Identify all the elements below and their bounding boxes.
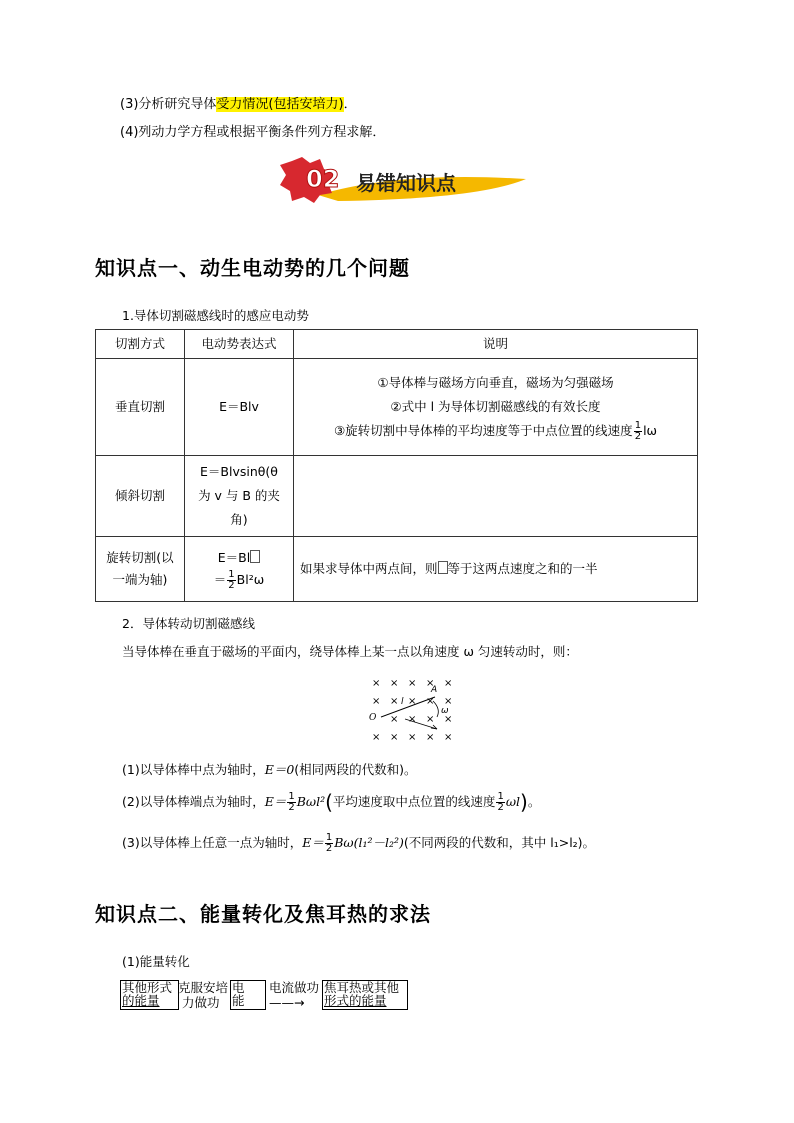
- note-tail: lω: [643, 423, 658, 438]
- denominator: 2: [288, 802, 295, 813]
- field-cross: ×: [426, 714, 435, 725]
- table-header-cell: 切割方式: [96, 330, 185, 359]
- note-line: ①导体棒与磁场方向垂直，磁场为匀强磁场: [377, 375, 614, 390]
- expr-text: Bl²ω: [236, 572, 265, 587]
- fraction: [227, 570, 235, 591]
- note-cell: [294, 456, 698, 537]
- flow-arrow-current: [269, 980, 319, 1010]
- field-cross: ×: [444, 732, 453, 743]
- method-line: 一端为轴): [112, 572, 168, 587]
- period: ．: [343, 97, 357, 112]
- fraction: [325, 833, 333, 854]
- field-cross: ×: [390, 732, 399, 743]
- item-text: (相同两段的代数和)。: [294, 762, 417, 777]
- item-text: (3)以导体棒上任意一点为轴时，: [122, 835, 303, 850]
- item-text: (2)以导体棒端点为轴时，: [122, 794, 265, 809]
- label-a: A: [431, 685, 438, 695]
- banner-title: 易错知识点: [356, 171, 456, 195]
- table-row: [96, 359, 698, 456]
- emf-table: [95, 329, 698, 602]
- note-line: [298, 419, 693, 443]
- section-2-title: 知识点二、能量转化及焦耳热的求法: [95, 902, 431, 926]
- item-text: 平均速度取中点位置的线速度: [332, 794, 496, 809]
- table-header-cell: 说明: [294, 330, 698, 359]
- numerator: 1: [288, 791, 295, 802]
- flow-text: 的能量: [122, 993, 160, 1008]
- label-o: O: [369, 713, 377, 723]
- equation: Bωl²: [296, 794, 326, 809]
- section-1-sub2: 2．导体转动切割磁感线: [122, 616, 255, 631]
- note-line: ②式中 l 为导体切割磁感线的有效长度: [390, 399, 601, 414]
- table-row: [96, 537, 698, 602]
- item-1: [122, 760, 417, 778]
- field-cross: ×: [390, 696, 399, 707]
- expr-text: ＝: [213, 572, 227, 587]
- field-cross: ×: [426, 696, 435, 707]
- flow-box-other-energy: [120, 980, 179, 1010]
- step-3-line: [120, 93, 357, 112]
- equation: E＝0: [264, 762, 295, 777]
- label-l: l: [401, 697, 404, 707]
- flow-text: 克服安培: [178, 980, 229, 995]
- equation: ωl: [505, 794, 521, 809]
- item-2: [122, 790, 540, 814]
- flow-text: 力做功: [182, 995, 220, 1010]
- energy-flow: [120, 980, 420, 1012]
- method-line: 旋转切割(以: [106, 550, 174, 565]
- denominator: 2: [228, 580, 235, 591]
- field-cross: ×: [372, 696, 381, 707]
- field-cross: ×: [390, 678, 399, 689]
- flow-box-electric: [230, 980, 266, 1010]
- expr-cell: [185, 537, 294, 602]
- expr-line: 角): [230, 512, 248, 527]
- banner-number: 02: [306, 165, 340, 193]
- section-banner: [278, 155, 528, 205]
- table-header-cell: 电动势表达式: [185, 330, 294, 359]
- rotation-diagram: [365, 673, 465, 743]
- fraction: [287, 792, 295, 813]
- field-cross: ×: [408, 732, 417, 743]
- paren-close: ): [520, 790, 528, 814]
- section-1-desc: 当导体棒在垂直于磁场的平面内，绕导体棒上某一点以角速度 ω 匀速转动时，则：: [122, 644, 578, 659]
- numerator: 1: [497, 791, 504, 802]
- expr-line: [189, 547, 289, 569]
- item-text: (不同两段的代数和，其中 l₁>l₂)。: [403, 835, 596, 850]
- note-cell: [294, 359, 698, 456]
- section-1-sub1: 1.导体切割磁感线时的感应电动势: [122, 308, 309, 323]
- expr-cell: [185, 456, 294, 537]
- flow-text: 焦耳热或其他: [324, 980, 400, 995]
- section-2-sub1: (1)能量转化: [122, 954, 190, 969]
- item-3: [122, 833, 595, 854]
- expr-cell: E＝Blv: [185, 359, 294, 456]
- field-cross: ×: [444, 678, 453, 689]
- numerator: 1: [325, 832, 333, 843]
- fraction: [496, 792, 504, 813]
- field-cross: ×: [372, 678, 381, 689]
- section-1-title: 知识点一、动生电动势的几个问题: [95, 256, 410, 280]
- field-cross: ×: [426, 678, 435, 689]
- field-cross: ×: [372, 732, 381, 743]
- flow-text: 能: [232, 993, 245, 1008]
- expr-line: 为 v 与 B 的夹: [198, 488, 280, 503]
- expr-text: E＝Bl: [217, 550, 251, 565]
- note-text: 等于这两点速度之和的一半: [447, 561, 598, 576]
- paren-open: (: [325, 790, 333, 814]
- equation: Bω(l₁²－l₂²): [334, 835, 404, 850]
- field-cross: ×: [390, 714, 399, 725]
- table-row: [96, 456, 698, 537]
- denominator: 2: [325, 843, 333, 854]
- field-cross: ×: [408, 696, 417, 707]
- flow-box-joule-heat: [322, 980, 408, 1010]
- item-text: 。: [527, 794, 541, 809]
- field-cross: ×: [426, 732, 435, 743]
- method-cell: [96, 537, 185, 602]
- field-cross: ×: [444, 696, 453, 707]
- flow-text: 电流做功: [269, 980, 320, 995]
- note-text: ③旋转切割中导体棒的平均速度等于中点位置的线速度: [333, 423, 633, 438]
- method-cell: 倾斜切割: [96, 456, 185, 537]
- equation: E＝: [302, 835, 324, 850]
- note-text: 如果求导体中两点间，则: [300, 561, 438, 576]
- item-text: (1)以导体棒中点为轴时，: [122, 762, 265, 777]
- denominator: 2: [497, 802, 504, 813]
- placeholder-box: [438, 561, 448, 574]
- field-cross: ×: [408, 714, 417, 725]
- step-4-line: (4)列动力学方程或根据平衡条件列方程求解．: [120, 125, 386, 140]
- fraction: [634, 421, 642, 442]
- flow-text: 电: [232, 980, 245, 995]
- highlighted-text: 受力情况(包括安培力): [216, 97, 344, 112]
- flow-text: 形式的能量: [324, 993, 387, 1008]
- step-3-text: (3)分析研究导体: [120, 97, 217, 112]
- denominator: 2: [634, 431, 642, 442]
- table-header-row: [96, 330, 698, 359]
- note-cell: [294, 537, 698, 602]
- numerator: 1: [228, 569, 235, 580]
- expr-line: E＝Blvsinθ(θ: [200, 464, 278, 479]
- flow-arrow-ampere: [178, 980, 228, 1010]
- numerator: 1: [634, 420, 642, 431]
- method-cell: 垂直切割: [96, 359, 185, 456]
- placeholder-box: [250, 550, 260, 563]
- field-cross: ×: [408, 678, 417, 689]
- label-omega: ω: [441, 706, 449, 716]
- expr-line: [189, 569, 289, 591]
- flow-text: ——→: [269, 995, 305, 1010]
- equation: E＝: [264, 794, 287, 809]
- flow-text: 其他形式: [122, 980, 173, 995]
- field-cross: ×: [444, 714, 453, 725]
